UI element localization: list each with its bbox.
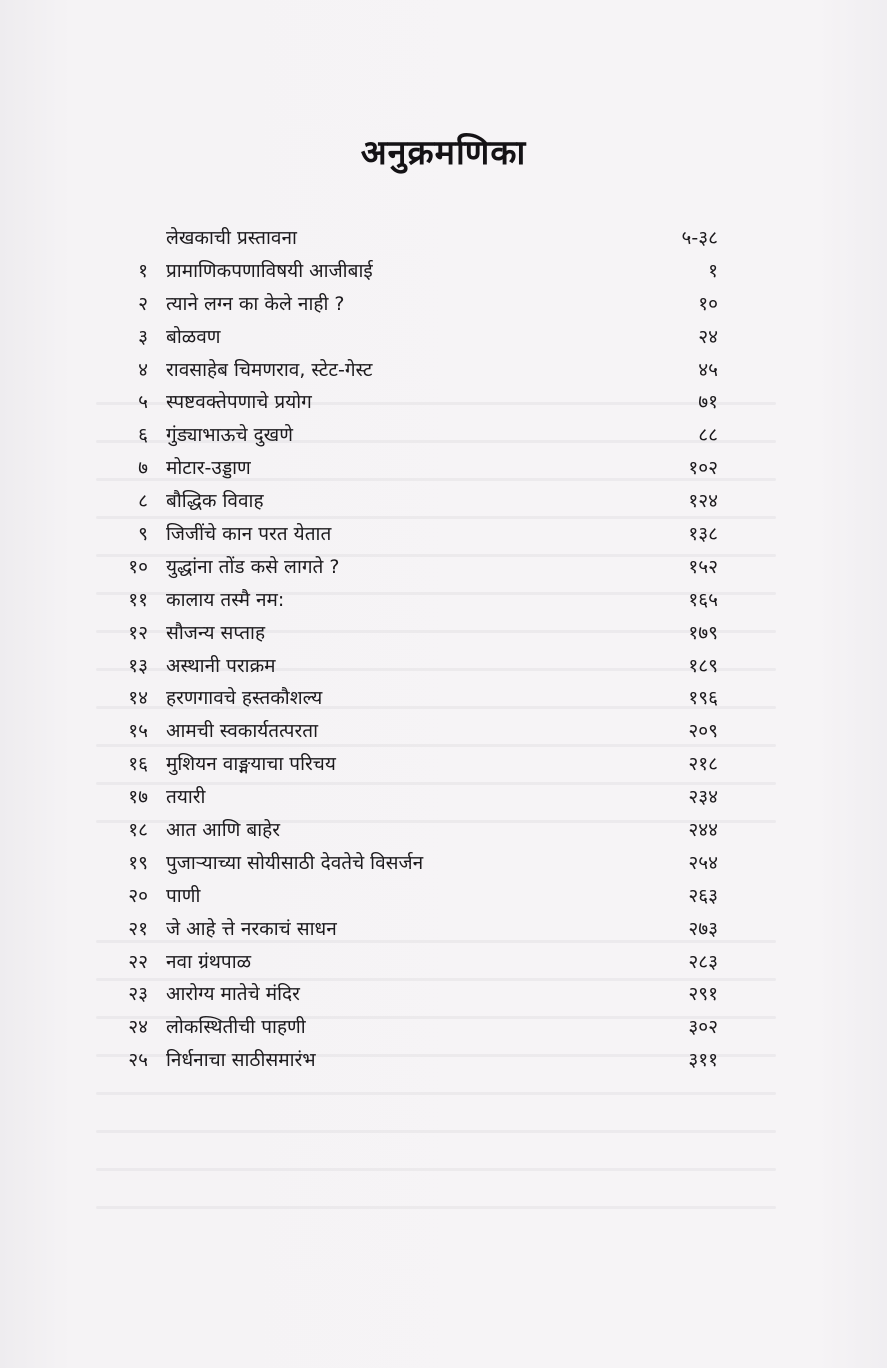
toc-entry-number: १६ bbox=[128, 753, 148, 776]
toc-entry-number: २२ bbox=[128, 950, 148, 973]
toc-entry-page: २८३ bbox=[688, 950, 718, 973]
toc-entry-title: गुंड्याभाऊचे दुखणे bbox=[166, 424, 293, 447]
toc-entry bbox=[118, 354, 718, 387]
toc-entry bbox=[118, 1011, 718, 1044]
toc-entry-page: २४४ bbox=[688, 819, 718, 842]
toc-entry-page: १९६ bbox=[688, 687, 718, 710]
toc-entry-number: १३ bbox=[128, 654, 148, 677]
toc-entry bbox=[118, 978, 718, 1011]
toc-entry-page: २६३ bbox=[688, 884, 718, 907]
toc-entry-page: २०९ bbox=[688, 720, 718, 743]
toc-entry bbox=[118, 715, 718, 748]
toc-entry bbox=[118, 485, 718, 518]
toc-entry bbox=[118, 584, 718, 617]
toc-entry-page: १३८ bbox=[688, 523, 718, 546]
toc-entry-page: २५४ bbox=[688, 851, 718, 874]
toc-entry-number: १८ bbox=[128, 819, 148, 842]
toc-entry-title: बौद्धिक विवाह bbox=[166, 490, 264, 513]
toc-entry-title: कालाय तस्मै नम: bbox=[166, 588, 285, 611]
toc-entry bbox=[118, 748, 718, 781]
toc-entry-title: मोटार-उड्डाण bbox=[166, 457, 251, 480]
table-of-contents bbox=[118, 222, 718, 1077]
toc-entry bbox=[118, 222, 718, 255]
toc-entry-page: १०२ bbox=[688, 457, 718, 480]
toc-entry bbox=[118, 419, 718, 452]
toc-entry-title: जिजींचे कान परत येतात bbox=[166, 523, 332, 546]
toc-entry-page: ८८ bbox=[698, 424, 718, 447]
toc-entry bbox=[118, 781, 718, 814]
toc-entry-page: १ bbox=[708, 259, 718, 282]
toc-entry-number: १० bbox=[128, 555, 148, 578]
page-title: अनुक्रमणिका bbox=[360, 133, 527, 173]
toc-entry-page: २१८ bbox=[688, 753, 718, 776]
toc-entry-page: ३११ bbox=[688, 1049, 718, 1072]
toc-entry-number: १५ bbox=[128, 720, 148, 743]
toc-entry-title: स्पष्टवक्तेपणाचे प्रयोग bbox=[166, 391, 312, 414]
toc-entry-page: ५-३८ bbox=[681, 227, 718, 249]
toc-entry bbox=[118, 386, 718, 419]
toc-entry-title: त्याने लग्न का केले नाही ? bbox=[166, 292, 345, 315]
toc-entry-title: अस्थानी पराक्रम bbox=[166, 654, 276, 677]
toc-entry-page: २४ bbox=[698, 325, 718, 348]
toc-entry bbox=[118, 288, 718, 321]
toc-entry-number: ९ bbox=[138, 523, 148, 546]
toc-entry bbox=[118, 913, 718, 946]
toc-entry-page: १५२ bbox=[688, 555, 718, 578]
toc-entry-title: लोकस्थितीची पाहणी bbox=[166, 1016, 306, 1039]
toc-entry bbox=[118, 551, 718, 584]
toc-entry-number: ५ bbox=[138, 391, 148, 414]
toc-entry-title: मुशियन वाङ्मयाचा परिचय bbox=[166, 753, 336, 776]
toc-entry-title: बोळवण bbox=[166, 325, 221, 348]
toc-entry-number: १७ bbox=[128, 786, 148, 809]
show-through-line bbox=[96, 1130, 776, 1133]
toc-entry-page: १७९ bbox=[688, 621, 718, 644]
toc-entry-page: ७१ bbox=[698, 391, 718, 414]
toc-entry bbox=[118, 682, 718, 715]
toc-entry-number: १ bbox=[138, 259, 148, 282]
toc-entry bbox=[118, 452, 718, 485]
toc-entry-title: आमची स्वकार्यतत्परता bbox=[166, 720, 318, 743]
toc-entry-number: २५ bbox=[128, 1049, 148, 1072]
toc-entry-number: ११ bbox=[128, 588, 148, 611]
toc-entry bbox=[118, 880, 718, 913]
toc-entry-page: १६५ bbox=[688, 588, 718, 611]
toc-entry-number: ८ bbox=[138, 490, 148, 513]
show-through-line bbox=[96, 1206, 776, 1209]
toc-entry-title: हरणगावचे हस्तकौशल्य bbox=[166, 687, 323, 710]
show-through-line bbox=[96, 1092, 776, 1095]
toc-entry-page: १० bbox=[698, 292, 718, 315]
toc-entry-number: २१ bbox=[128, 917, 148, 940]
toc-entry-title: नवा ग्रंथपाळ bbox=[166, 950, 252, 973]
toc-entry-number: ४ bbox=[138, 358, 148, 381]
toc-entry-title: आत आणि बाहेर bbox=[166, 819, 281, 842]
toc-entry-number: ६ bbox=[138, 424, 148, 447]
toc-entry bbox=[118, 814, 718, 847]
toc-entry-title: युद्धांना तोंड कसे लागते ? bbox=[166, 555, 340, 578]
toc-entry-title: तयारी bbox=[166, 786, 206, 809]
toc-entry-number: २ bbox=[138, 292, 148, 315]
toc-entry-number: १२ bbox=[128, 621, 148, 644]
toc-entry-title: पुजाऱ्याच्या सोयीसाठी देवतेचे विसर्जन bbox=[166, 851, 424, 874]
toc-entry-page: २३४ bbox=[688, 786, 718, 809]
toc-entry-page: २७३ bbox=[688, 917, 718, 940]
toc-entry-number: २३ bbox=[128, 983, 148, 1006]
toc-entry-number: १४ bbox=[128, 687, 148, 710]
toc-entry bbox=[118, 321, 718, 354]
toc-entry bbox=[118, 617, 718, 650]
toc-entry bbox=[118, 518, 718, 551]
toc-entry bbox=[118, 946, 718, 979]
toc-entry bbox=[118, 1044, 718, 1077]
toc-entry-title: जे आहे त्ते नरकाचं साधन bbox=[166, 917, 337, 940]
toc-entry-title: पाणी bbox=[166, 884, 201, 907]
toc-entry-number: २४ bbox=[128, 1016, 148, 1039]
toc-entry bbox=[118, 847, 718, 880]
toc-entry-number: ३ bbox=[138, 325, 148, 348]
toc-entry-page: ३०२ bbox=[688, 1016, 718, 1039]
toc-entry-title: लेखकाची प्रस्तावना bbox=[166, 227, 297, 249]
toc-entry bbox=[118, 650, 718, 683]
toc-entry-title: निर्धनाचा साठीसमारंभ bbox=[166, 1049, 316, 1072]
toc-entry-page: १२४ bbox=[688, 490, 718, 513]
toc-entry-title: रावसाहेब चिमणराव, स्टेट-गेस्ट bbox=[166, 358, 373, 381]
toc-entry-number: १९ bbox=[128, 851, 148, 874]
toc-entry-page: २९१ bbox=[688, 983, 718, 1006]
toc-entry bbox=[118, 255, 718, 288]
toc-entry-number: २० bbox=[128, 884, 148, 907]
toc-entry-page: १८९ bbox=[688, 654, 718, 677]
toc-entry-page: ४५ bbox=[698, 358, 718, 381]
toc-entry-title: आरोग्य मातेचे मंदिर bbox=[166, 983, 300, 1006]
toc-entry-title: प्रामाणिकपणाविषयी आजीबाई bbox=[166, 259, 373, 282]
toc-entry-number: ७ bbox=[138, 457, 148, 480]
toc-entry-title: सौजन्य सप्ताह bbox=[166, 621, 266, 644]
show-through-line bbox=[96, 1168, 776, 1171]
